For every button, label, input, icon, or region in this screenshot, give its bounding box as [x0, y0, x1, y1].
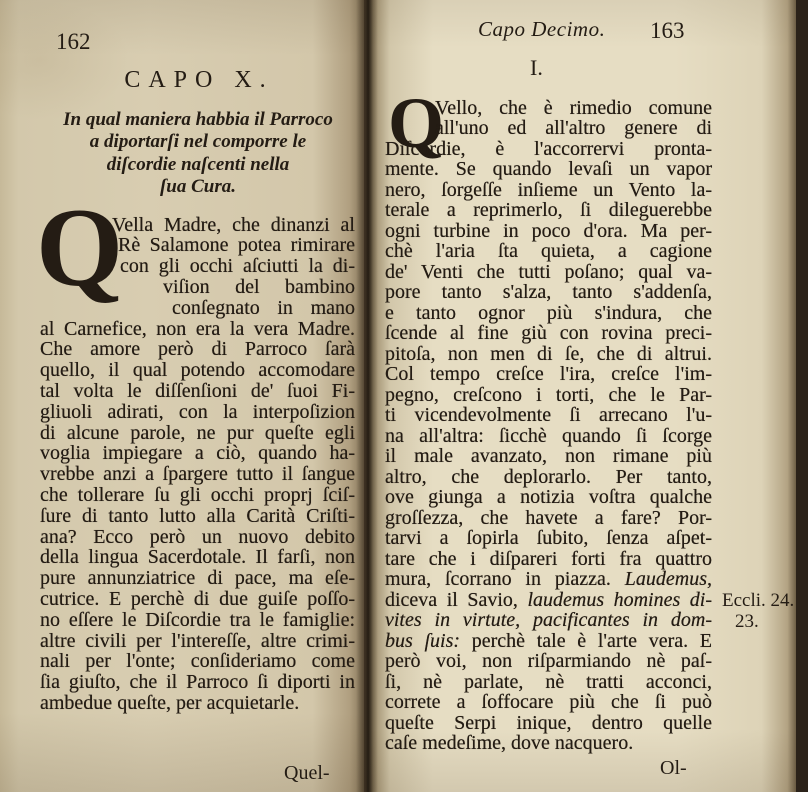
- chapter-title-line: In qual maniera habbia il Parroco: [63, 109, 333, 130]
- page-number: 162: [56, 29, 91, 54]
- body-line: pegno, creſcono i torti, che le Par-: [385, 383, 712, 406]
- catchword: Ol-: [660, 757, 687, 779]
- body-line: gliuoli adirati, con la interpoſizion: [40, 400, 355, 423]
- body-line: Vella Madre, che dinanzi al: [112, 213, 355, 236]
- body-line: di alcune parole, ne pur queſte egli: [40, 421, 355, 444]
- body-line: Vello, che è rimedio comune: [435, 96, 712, 119]
- gutter-shadow: [356, 0, 378, 792]
- body-line: ſcende al fine giù con rovina preci-: [385, 322, 712, 345]
- body-line: correte a ſoffocare più che ſi può: [385, 691, 712, 714]
- body-line: nero, ſorgeſſe inſieme un Vento la-: [385, 178, 712, 201]
- body-line: e tanto ognor più s'indura, che: [385, 301, 712, 324]
- latin-quotation: Laudemus,: [624, 568, 712, 591]
- text-run: diceva il Savio,: [385, 588, 518, 611]
- body-line: ſure di tanto lutto alla Carità Criſti-: [40, 504, 355, 527]
- body-line: pitoſa, non men di ſe, che di altrui.: [385, 342, 712, 365]
- body-line: Che amore però di Parroco ſarà: [40, 338, 355, 361]
- body-line: tare che i diſpareri forti fra quattro: [385, 547, 712, 570]
- chapter-title-line: a diportarſi nel comporre le: [89, 131, 307, 153]
- body-line: ambedue queſte, per acquietarle.: [40, 691, 300, 714]
- body-line: ſi, nè parlate, nè tratti acconci,: [385, 670, 712, 693]
- body-line: il male avanzato, non rimane più: [385, 445, 712, 468]
- body-line: nali per l'onte; conſideriamo come: [40, 650, 355, 673]
- body-line: tarvi a ſopirla ſubito, ſenza aſpet-: [385, 527, 712, 550]
- body-line: [385, 631, 712, 652]
- drop-cap-initial: Q: [388, 83, 445, 163]
- latin-quotation-line: vites in virtute, pacificantes in dom-: [385, 609, 712, 632]
- chapter-title-line: diſcordie naſcenti nella: [106, 153, 290, 175]
- left-page: [0, 0, 372, 792]
- body-line: na all'altra: ſicchè quando ſi ſcorge: [385, 424, 712, 447]
- marginal-note-line: 23.: [735, 610, 759, 632]
- text-run: perchè tale è l'arte vera. E: [471, 629, 713, 652]
- body-line: de' Venti che tutti poſano; qual va-: [385, 260, 712, 283]
- marginal-note: [722, 591, 794, 632]
- body-line: però voi, non riſparmiando nè paſ-: [385, 650, 712, 673]
- body-line: ana? Ecco però un nuovo debito: [40, 525, 355, 548]
- marginal-note-line: Eccli. 24.: [722, 590, 795, 611]
- body-line: pore tanto s'alza, tanto s'addenſa,: [385, 281, 712, 304]
- body-line: viſion del bambino: [163, 275, 355, 298]
- body-line: ti vicendevolmente ſi arrecano l'u-: [385, 404, 712, 427]
- body-line: all'uno ed all'altro genere di: [435, 117, 712, 140]
- body-line: ogni turbine in poco d'ora. Ma per-: [385, 219, 712, 242]
- body-text: [385, 98, 712, 754]
- body-line: con gli occhi aſciutti la di-: [120, 255, 355, 278]
- body-line: caſe medeſime, dove nacquero.: [385, 732, 634, 755]
- latin-quotation: laudemus homines di-: [527, 588, 713, 611]
- body-line: terale a reprimerlo, ſi dileguerebbe: [385, 199, 712, 222]
- body-line: no eſſere le Diſcordie tra le famiglie:: [40, 608, 355, 631]
- body-line: quello, il qual potendo accomodare: [40, 359, 355, 382]
- running-head: Capo Decimo.: [478, 17, 606, 41]
- body-line: [385, 569, 712, 590]
- catchword: Quel-: [284, 762, 330, 784]
- right-page: [364, 0, 796, 792]
- body-line: voglia impiegare a ciò, quando ha-: [40, 442, 355, 465]
- body-line: conſegnato in mano: [172, 296, 355, 319]
- body-line: ove giunga a notizia voſtra qualche: [385, 486, 712, 509]
- body-line: queſte Serpi inique, dentro quelle: [385, 711, 712, 734]
- text-run: mura, ſcorrano in piazza.: [385, 568, 611, 591]
- body-line: vrebbe anzi a ſpargere tutto il ſangue: [40, 463, 355, 486]
- chapter-heading: CAPO X.: [124, 67, 274, 93]
- body-line: Col tempo creſce l'ira, creſce l'im-: [385, 363, 712, 386]
- body-line: [385, 590, 712, 611]
- body-line: mente. Se quando levaſi un vapor: [385, 158, 712, 181]
- body-line: tal volta le diſſenſioni de' ſuoi Fi-: [40, 379, 355, 402]
- body-line: ſia giuſto, che il Parroco ſi diporti in: [40, 671, 355, 694]
- body-line: altre civili per l'intereſſe, altre crimi-: [40, 629, 355, 652]
- body-line: della lingua Sacerdotale. Il farſi, non: [40, 546, 355, 569]
- latin-quotation: bus ſuis:: [385, 629, 461, 652]
- body-line: che tollerare ſu gli occhi proprj ſciſ-: [40, 483, 355, 506]
- body-line: Rè Salamone potea rimirare: [118, 234, 355, 257]
- body-text: [40, 215, 355, 714]
- body-line: pure annunziatrice di pace, ma eſe-: [40, 567, 355, 590]
- body-line: al Carnefice, non era la vera Madre.: [40, 317, 355, 340]
- body-line: chè l'aria ſta quieta, a cagione: [385, 240, 712, 263]
- body-line: groſſezza, che havete a fare? Por-: [385, 506, 712, 529]
- section-number: I.: [530, 55, 543, 80]
- drop-cap-initial: Q: [36, 186, 124, 310]
- body-line: Diſcordie, è l'accorrervi pronta-: [385, 137, 712, 160]
- body-line: altro, che deplorarlo. Per tanto,: [385, 465, 712, 488]
- page-number: 163: [650, 18, 685, 43]
- body-line: cutrice. E perchè di due guiſe poſſo-: [40, 587, 355, 610]
- chapter-title-line: ſua Cura.: [159, 176, 237, 198]
